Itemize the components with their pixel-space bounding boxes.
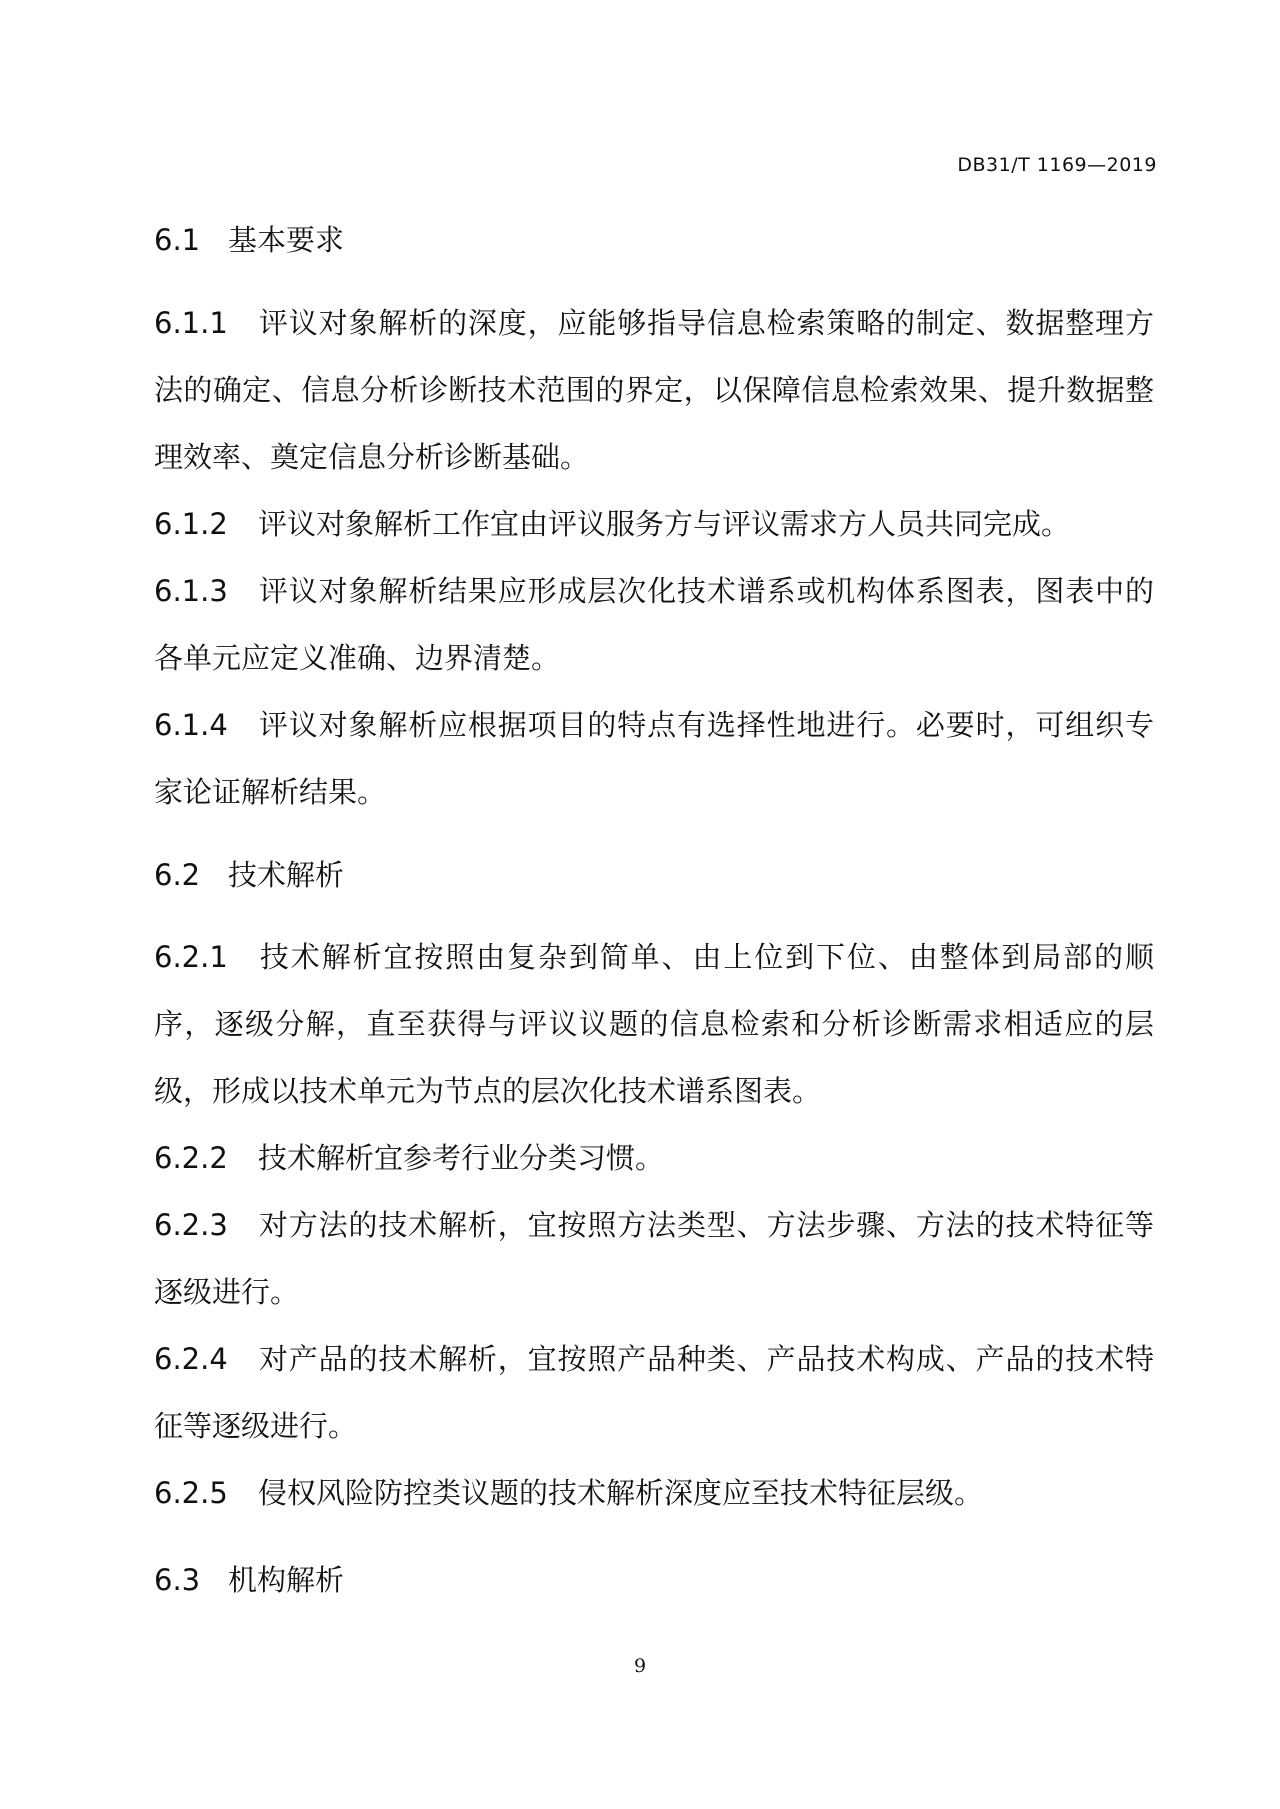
clause-number: 6.2.1 [154,940,228,974]
section-title: 技术解析 [228,858,345,892]
clause-text: 评议对象解析的深度，应能够指导信息检索策略的制定、数据整理方法的确定、信息分析诊断技术范围的界定，以保障信息检索效果、提升数据整理效率、奠定信息分析诊断基础。 [154,306,1154,474]
section-heading-6-1 [154,220,344,260]
section-heading-6-2 [154,855,344,895]
section-title: 基本要求 [228,223,345,257]
clause-6-2-1 [154,924,1154,1125]
clause-number: 6.2.2 [154,1141,228,1175]
document-code: DB31/T 1169—2019 [957,154,1157,176]
clause-6-2-2 [154,1125,1154,1192]
section-title: 机构解析 [228,1563,345,1597]
clause-number: 6.2.4 [154,1342,228,1376]
clause-text: 对方法的技术解析，宜按照方法类型、方法步骤、方法的技术特征等逐级进行。 [154,1208,1154,1309]
section-heading-6-3 [154,1560,344,1600]
clause-number: 6.1.4 [154,708,228,742]
clause-text: 评议对象解析结果应形成层次化技术谱系或机构体系图表，图表中的各单元应定义准确、边界清楚。 [154,574,1154,675]
clause-text: 对产品的技术解析，宜按照产品种类、产品技术构成、产品的技术特征等逐级进行。 [154,1342,1154,1443]
clause-6-1-3 [154,558,1154,692]
clause-number: 6.2.3 [154,1208,228,1242]
clause-number: 6.1.3 [154,574,228,608]
clause-6-1-2 [154,491,1154,558]
clause-text: 技术解析宜按照由复杂到简单、由上位到下位、由整体到局部的顺序，逐级分解，直至获得与评议议题的信息检索和分析诊断需求相适应的层级，形成以技术单元为节点的层次化技术谱系图表。 [154,940,1154,1108]
clause-6-2-4 [154,1326,1154,1460]
section-number: 6.2 [154,858,201,892]
clause-text: 侵权风险防控类议题的技术解析深度应至技术特征层级。 [258,1476,984,1510]
clause-text: 评议对象解析应根据项目的特点有选择性地进行。必要时，可组织专家论证解析结果。 [154,708,1154,809]
clause-number: 6.1.1 [154,306,228,340]
clause-6-1-4 [154,692,1154,826]
clause-number: 6.1.2 [154,507,228,541]
clause-6-2-5 [154,1460,1154,1527]
clause-6-1-1 [154,290,1154,491]
page-number: 9 [633,1655,647,1677]
clause-text: 技术解析宜参考行业分类习惯。 [258,1141,665,1175]
clause-number: 6.2.5 [154,1476,228,1510]
clause-text: 评议对象解析工作宜由评议服务方与评议需求方人员共同完成。 [258,507,1071,541]
section-number: 6.3 [154,1563,201,1597]
clause-6-2-3 [154,1192,1154,1326]
section-number: 6.1 [154,223,201,257]
